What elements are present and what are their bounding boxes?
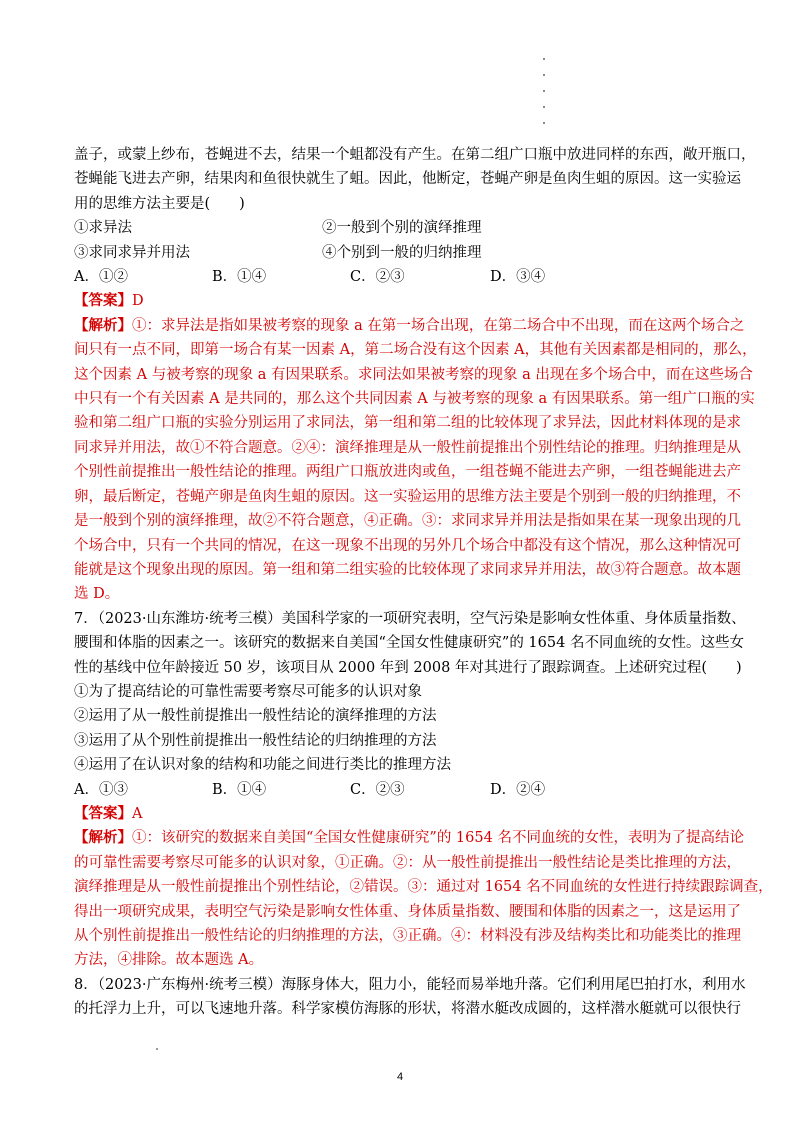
q6-stem-line: 盖子，或蒙上纱布，苍蝇进不去，结果一个蛆都没有产生。在第二组广口瓶中放进同样的东西，敞开瓶口， [74,147,756,163]
q6-stem-line: 苍蝇能飞进去产卵，结果肉和鱼很快就生了蛆。因此，他断定，苍蝇产卵是鱼肉生蛆的原因。这一实验运 [74,171,741,188]
page-number: 4 [396,1071,404,1083]
q7-option: ③运用了从个别性前提推出一般性结论的归纳推理的方法 [74,732,437,749]
q6-option: ①求异法 [74,220,132,237]
q7-analysis-line: 的可靠性需要考察尽可能多的认识对象，①正确。②：从一般性前提推出一般性结论是类比推理的方法， [74,854,741,871]
q6-analysis-line: 能就是这个现象出现的原因。第一组和第二组实验的比较体现了求同求异并用法，故③符合题意。故本题 [74,561,741,578]
q8-stem [74,973,746,1022]
q6-analysis-line: 这个因素 A 与被考察的现象 a 有因果联系。求同法如果被考察的现象 a 出现在多个场合中，而在这些场合 [74,366,753,383]
q6-options-row [74,241,740,265]
q7-stem [74,607,746,680]
q7-answer-value: A [132,805,143,822]
q7-choices [74,778,740,802]
q6-option: ③求同求异并用法 [74,244,190,261]
q7-choice-c: C．②③ [350,781,405,798]
q7-stem-line: 性的基线中位年龄接近 50 岁，该项目从 2000 年到 2008 年对其进行了跟踪调查。上述研究过程( ) [74,659,742,676]
q7-option: ①为了提高结论的可靠性需要考察尽可能多的认识对象 [74,683,422,700]
q7-analysis-line: 方法，④排除。故本题选 A。 [74,952,264,969]
q6-analysis-line: 间只有一点不同，即第一场合有某一因素 A，第二场合没有这个因素 A，其他有关因素都是相同的，那么， [74,342,757,359]
q7-analysis-line: 演绎推理是从一般性前提推出个别性结论，②错误。③：通过对 1654 名不同血统的女性进行持续跟踪调查， [74,879,773,896]
q7-stem-line: 腰围和体脂的因素之一。该研究的数据来自美国“全国女性健康研究”的 1654 名不同血统的女性。这些女 [74,635,744,652]
q6-answer-value: D [132,293,144,310]
q6-option: ②一般到个别的演绎推理 [322,220,482,237]
q6-choice-d: D．③④ [490,269,546,286]
page-content [74,143,773,1022]
q6-analysis-line: 中只有一个有关因素 A 是共同的，那么这个共同因素 A 与被考察的现象 a 有因果联系。第一组广口瓶的实 [74,391,755,408]
q6-analysis [74,314,757,607]
q6-analysis-line: 同求异并用法，故①不符合题意。②④：演绎推理是从一般性前提推出个别性结论的推理。归纳推理是从 [74,439,741,456]
q7-analysis-line: ①：该研究的数据来自美国“全国女性健康研究”的 1654 名不同血统的女性，表明为了提高结论 [132,830,744,847]
q7-analysis-line: 得出一项研究成果，表明空气污染是影响女性体重、身体质量指数、腰围和体脂的因素之一，这是运用了 [74,903,741,920]
q6-analysis-line: 验和第二组广口瓶的实验分别运用了求同法，第一组和第二组的比较体现了求异法，因此材料体现的是求 [74,415,741,432]
q7-option: ④运用了在认识对象的结构和功能之间进行类比的推理方法 [74,757,451,774]
q8-stem-line: 的托浮力上升，可以飞速地升落。科学家模仿海豚的形状，将潜水艇改成圆的，这样潜水艇就可以很快行 [74,1001,741,1018]
q6-options-row [74,216,740,240]
q6-choices [74,265,740,289]
answer-tag: 【答案】 [74,804,132,822]
q7-options [74,680,740,778]
q7-choice-d: D．②④ [490,781,546,798]
q6-stem-line: 用的思维方法主要是( ) [74,195,245,212]
analysis-tag: 【解析】 [74,829,132,847]
q7-stem-line: 7．（2023·山东潍坊·统考三模）美国科学家的一项研究表明，空气污染是影响女性体重、身体质量指数、 [74,610,746,627]
q6-stem [74,143,756,216]
q6-option: ④个别到一般的归纳推理 [322,244,482,261]
q7-option: ②运用了从一般性前提推出一般性结论的演绎推理的方法 [74,708,437,725]
q6-analysis-line: 个别性前提推出一般性结论的推理。两组广口瓶放进肉或鱼，一组苍蝇不能进去产卵，一组苍蝇能进去产 [74,464,741,481]
q6-analysis-line: 个场合中，只有一个共同的情况，在这一现象不出现的另外几个场合中都没有这个情况，那么这种情况可 [74,537,741,554]
q6-choice-a: A．①② [74,269,128,286]
q6-choice-b: B．①④ [212,269,267,286]
q6-analysis-line: 卵，最后断定，苍蝇产卵是鱼肉生蛆的原因。这一实验运用的思维方法主要是个别到一般的归纳推理，不 [74,488,741,505]
q6-analysis-line: 选 D。 [74,586,120,603]
q7-choice-b: B．①④ [212,781,267,798]
margin-dots [543,58,547,138]
margin-dot [156,1048,158,1050]
q6-analysis-line: 是一般到个别的演绎推理，故②不符合题意，④正确。③：求同求异并用法是指如果在某一现象出现的几 [74,513,741,530]
q7-analysis [74,826,773,972]
answer-tag: 【答案】 [74,292,132,310]
q6-choice-c: C．②③ [350,269,405,286]
q7-answer [74,802,740,826]
q6-answer [74,289,740,313]
q8-stem-line: 8．（2023·广东梅州·统考三模）海豚身体大，阻力小，能轻而易举地升落。它们利用尾巴拍打水，利用水 [74,976,746,993]
analysis-tag: 【解析】 [74,316,132,334]
q7-analysis-line: 从个别性前提推出一般性结论的归纳推理的方法，③正确。④：材料没有涉及结构类比和功能类比的推理 [74,928,741,944]
q7-choice-a: A．①③ [74,781,128,798]
q6-analysis-line: ①：求异法是指如果被考察的现象 a 在第一场合出现，在第二场合中不出现，而在这两个场合之 [132,317,745,334]
